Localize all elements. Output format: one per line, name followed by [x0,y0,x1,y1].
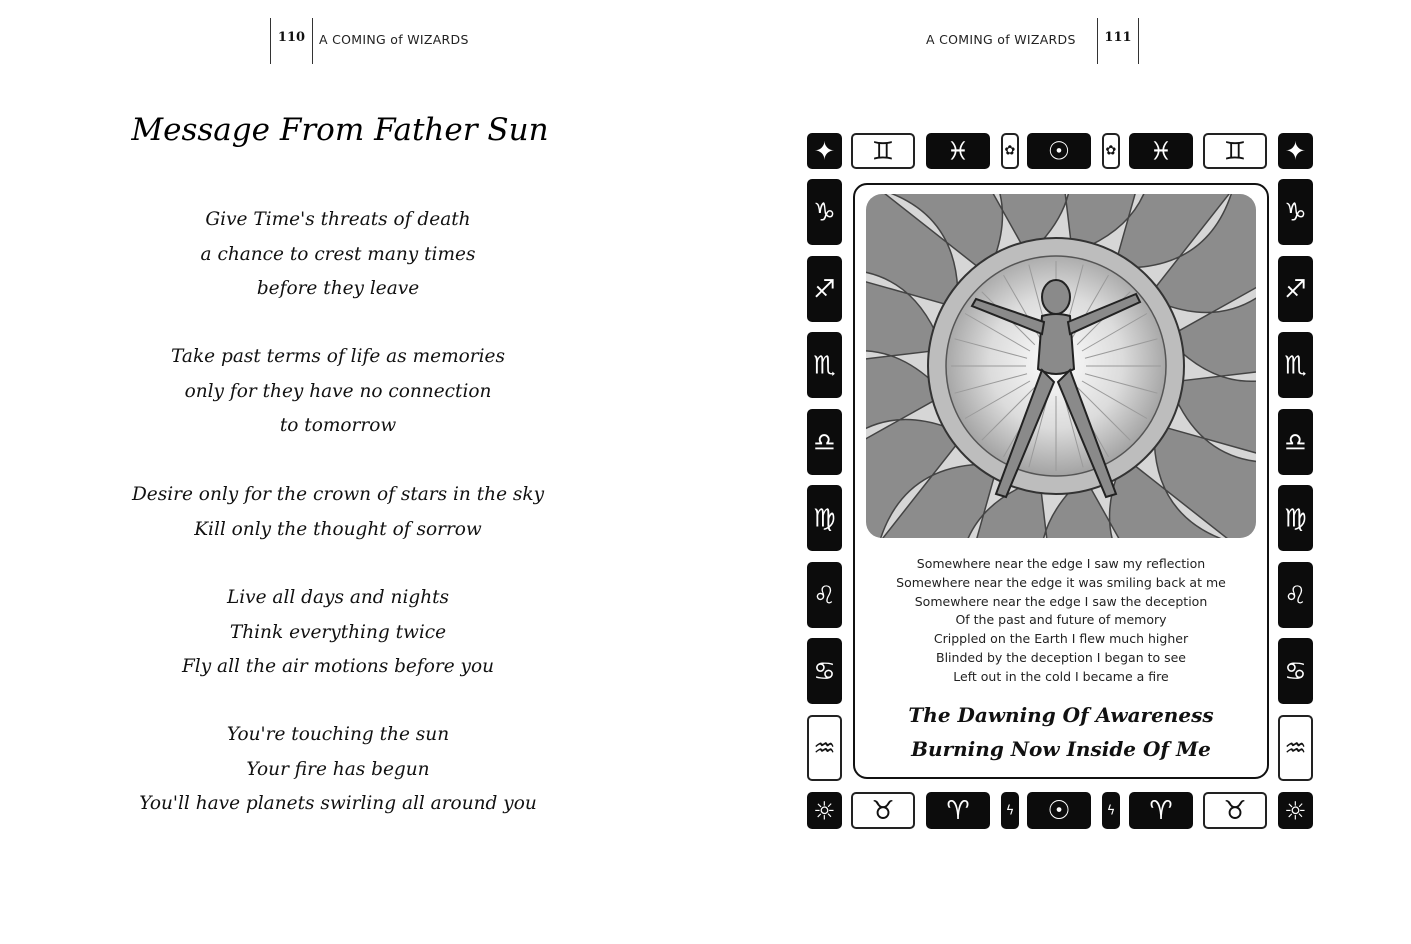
gemini-twins-icon: ♊ [851,133,915,169]
stanza-3 [0,478,676,547]
caption-bold-line: Burning Now Inside Of Me [911,737,1211,761]
vitruvian-man-icon: ☉ [1027,792,1091,829]
right-page [705,0,1411,944]
leo-lion-icon: ♌ [807,562,842,628]
rose-icon: ✿ [1001,133,1019,169]
poem-line: You're touching the sun [226,724,450,745]
sun-face-icon: ☼ [1278,792,1313,829]
libra-scales-icon: ♎ [807,409,842,475]
stanza-4 [0,581,676,685]
sun-face-icon: ☼ [807,792,842,829]
stanza-1 [0,203,676,307]
lightning-icon: ϟ [1001,792,1019,829]
taurus-bull-icon: ♉ [1203,792,1267,829]
capricorn-goat-icon: ♑ [1278,179,1313,245]
caption-line: Crippled on the Earth I flew much higher [933,631,1189,647]
stanza-5 [0,718,676,822]
poem-line: Think everything twice [229,621,447,643]
running-title-left: A COMING of WIZARDS [319,32,469,47]
poem-line: before they leave [256,278,420,299]
poem-line: Live all days and nights [226,587,450,608]
lightning-icon: ϟ [1102,792,1120,829]
aquarius-water-bearer-icon: ♒ [1278,715,1313,781]
caption-line: Somewhere near the edge I saw my reflection [916,556,1206,571]
stanza-2 [0,340,676,444]
caption-verse [853,555,1269,687]
poem-line: Fly all the air motions before you [181,656,495,677]
left-page [0,0,705,944]
sagittarius-archer-icon: ♐ [807,256,842,322]
caption-line: Somewhere near the edge it was smiling back at me [896,574,1226,590]
caption-emphasis [853,698,1269,766]
poem-line: Give Time's threats of death [205,209,471,230]
cancer-crab-icon: ♋ [1278,638,1313,704]
page-number-left: 110 [270,18,313,64]
vitruvian-man-icon: ☉ [1027,133,1091,169]
caption-line: Blinded by the deception I began to see [936,649,1186,665]
leo-lion-icon: ♌ [1278,562,1313,628]
poem-title: Message From Father Sun [131,112,549,148]
sun-figure-illustration [866,194,1256,538]
pisces-fish-icon: ♓ [926,133,990,169]
rose-icon: ✿ [1102,133,1120,169]
poem-line: to tomorrow [279,415,397,436]
running-title-right: A COMING of WIZARDS [926,32,1076,47]
virgo-maiden-icon: ♍ [1278,485,1313,551]
sagittarius-archer-icon: ♐ [1278,256,1313,322]
star-icon: ✦ [1278,133,1313,169]
aries-ram-icon: ♈ [926,792,990,829]
poem-line: Kill only the thought of sorrow [194,518,482,540]
gemini-twins-icon: ♊ [1203,133,1267,169]
poem-line: Take past terms of life as memories [171,346,505,367]
page-number-right: 111 [1097,18,1139,64]
poem-line: only for they have no connection [184,380,492,402]
poem-line: Desire only for the crown of stars in the sky [131,484,545,505]
libra-scales-icon: ♎ [1278,409,1313,475]
caption-line: Left out in the cold I became a fire [953,668,1169,684]
star-icon: ✦ [807,133,842,169]
caption-line: Of the past and future of memory [955,612,1167,628]
poem-line: Your fire has begun [246,758,430,780]
poem-line: a chance to crest many times [200,243,476,265]
virgo-maiden-icon: ♍ [807,485,842,551]
taurus-bull-icon: ♉ [851,792,915,829]
caption-line: Somewhere near the edge I saw the deception [914,593,1208,609]
capricorn-goat-icon: ♑ [807,179,842,245]
sun-figure-artwork [866,194,1256,538]
scorpio-scorpion-icon: ♏ [1278,332,1313,398]
cancer-crab-icon: ♋ [807,638,842,704]
aquarius-water-bearer-icon: ♒ [807,715,842,781]
poem-line: You'll have planets swirling all around you [139,793,537,814]
scorpio-scorpion-icon: ♏ [807,332,842,398]
caption-bold-line: The Dawning Of Awareness [908,703,1214,727]
pisces-fish-icon: ♓ [1129,133,1193,169]
aries-ram-icon: ♈ [1129,792,1193,829]
